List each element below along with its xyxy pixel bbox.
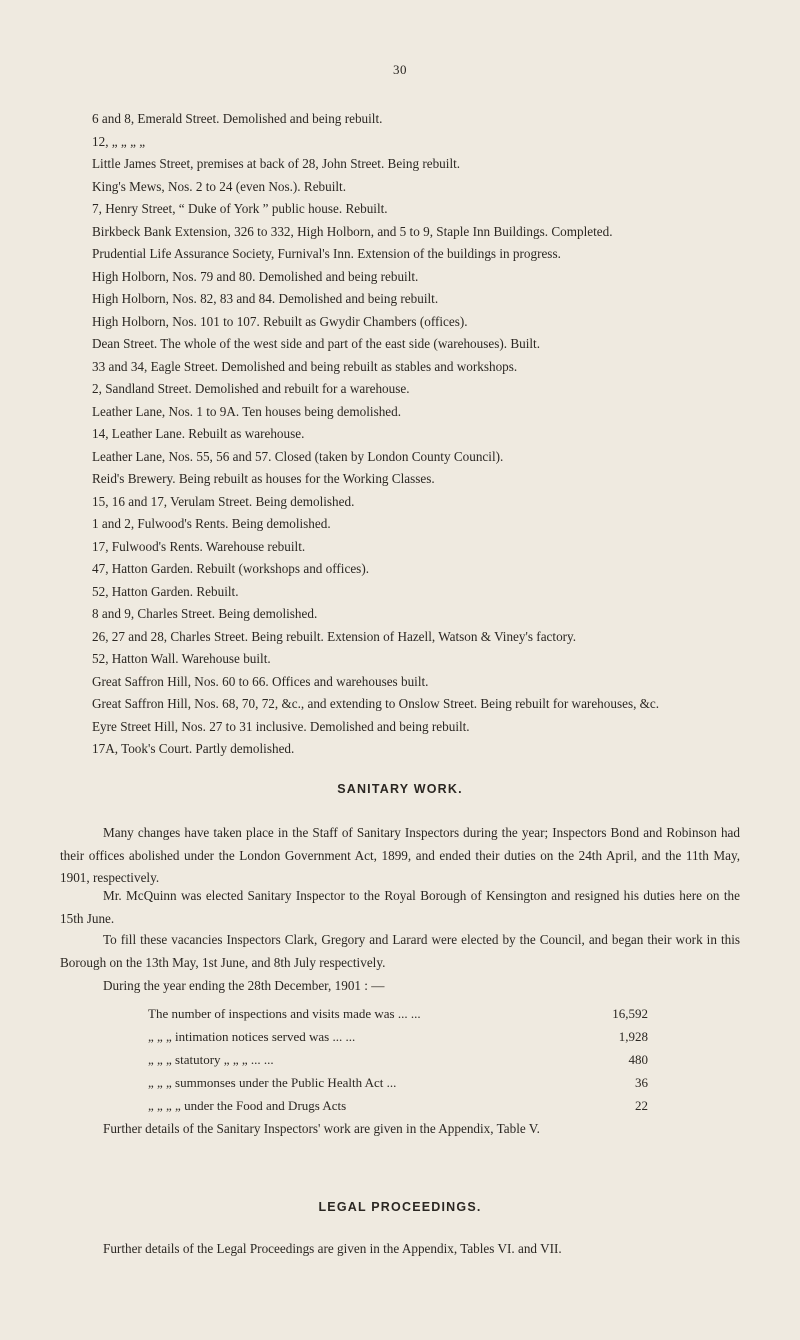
stat-row — [148, 1002, 648, 1025]
stat-label: „ „ „ intimation notices served was ... ... — [148, 1029, 356, 1044]
sanitary-paragraph-1: Many changes have taken place in the Staff of Sanitary Inspectors during the year; Inspectors Bond and Robinson had their offices abolished under the London Government Act, 1899, and ended their duties on the 24th April, and the 11th May, 1901, respectively. — [60, 825, 740, 885]
stat-row — [148, 1071, 648, 1094]
list-item: Birkbeck Bank Extension, 326 to 332, High Holborn, and 5 to 9, Staple Inn Buildings. Completed. — [92, 223, 613, 239]
legal-proceedings-heading: LEGAL PROCEEDINGS. — [318, 1200, 482, 1214]
stat-row — [148, 1094, 648, 1117]
list-item: 15, 16 and 17, Verulam Street. Being demolished. — [92, 493, 355, 509]
list-item: 17, Fulwood's Rents. Warehouse rebuilt. — [92, 538, 306, 554]
list-item: 47, Hatton Garden. Rebuilt (workshops and offices). — [92, 561, 370, 576]
list-item: 14, Leather Lane. Rebuilt as warehouse. — [92, 426, 305, 441]
stat-label: The number of inspections and visits made was ... ... — [148, 1006, 421, 1021]
sanitary-paragraph-3: To fill these vacancies Inspectors Clark, Gregory and Larard were elected by the Council, and began their work in this Borough on the 13th May, 1st June, and 8th July respectively. — [60, 932, 740, 970]
list-item: Dean Street. The whole of the west side and part of the east side (warehouses). Built. — [92, 336, 541, 351]
list-item: Little James Street, premises at back of 28, John Street. Being rebuilt. — [92, 156, 461, 171]
stat-value: 22 — [635, 1098, 648, 1113]
list-item: 52, Hatton Wall. Warehouse built. — [92, 651, 271, 666]
list-item: 2, Sandland Street. Demolished and rebuilt for a warehouse. — [92, 381, 410, 396]
sanitary-paragraph-2: Mr. McQuinn was elected Sanitary Inspector to the Royal Borough of Kensington and resigned his duties here on the 15th June. — [60, 888, 740, 926]
stat-value: 36 — [635, 1075, 648, 1090]
sanitary-further-details: Further details of the Sanitary Inspectors' work are given in the Appendix, Table V. — [103, 1121, 540, 1136]
list-item: Great Saffron Hill, Nos. 60 to 66. Offices and warehouses built. — [92, 673, 429, 689]
legal-further-details: Further details of the Legal Proceedings are given in the Appendix, Tables VI. and VII. — [103, 1241, 562, 1256]
stat-row — [148, 1048, 648, 1071]
building-works-list — [30, 108, 765, 761]
stat-value: 16,592 — [612, 1006, 648, 1021]
list-item: High Holborn, Nos. 79 and 80. Demolished and being rebuilt. — [92, 268, 419, 284]
list-item: 1 and 2, Fulwood's Rents. Being demolished. — [92, 516, 331, 531]
list-item: 12, „ „ „ „ — [92, 133, 146, 149]
list-item: Leather Lane, Nos. 1 to 9A. Ten houses being demolished. — [92, 403, 402, 419]
list-item: 7, Henry Street, “ Duke of York ” public house. Rebuilt. — [92, 201, 388, 216]
stat-label: „ „ „ statutory „ „ „ ... ... — [148, 1052, 274, 1067]
list-item: Reid's Brewery. Being rebuilt as houses for the Working Classes. — [92, 471, 435, 486]
list-item: 26, 27 and 28, Charles Street. Being rebuilt. Extension of Hazell, Watson & Viney's factory. — [92, 628, 577, 644]
list-item: Eyre Street Hill, Nos. 27 to 31 inclusive. Demolished and being rebuilt. — [92, 718, 470, 734]
list-item: Great Saffron Hill, Nos. 68, 70, 72, &c., and extending to Onslow Street. Being rebuilt for warehouses, &c. — [92, 696, 660, 711]
list-item: 52, Hatton Garden. Rebuilt. — [92, 583, 239, 599]
list-item: Prudential Life Assurance Society, Furnival's Inn. Extension of the buildings in progress. — [92, 246, 561, 261]
stat-value: 480 — [628, 1052, 648, 1067]
sanitary-work-heading: SANITARY WORK. — [337, 782, 463, 796]
stat-label: „ „ „ summonses under the Public Health Act ... — [148, 1075, 397, 1090]
list-item: High Holborn, Nos. 82, 83 and 84. Demolished and being rebuilt. — [92, 291, 439, 306]
list-item: 8 and 9, Charles Street. Being demolished. — [92, 606, 318, 621]
inspection-statistics — [148, 1002, 648, 1117]
stat-label: „ „ „ „ under the Food and Drugs Acts — [148, 1098, 347, 1113]
stat-row — [148, 1025, 648, 1048]
sanitary-intro: During the year ending the 28th December, 1901 : — — [103, 978, 385, 993]
list-item: High Holborn, Nos. 101 to 107. Rebuilt as Gwydir Chambers (offices). — [92, 313, 468, 329]
list-item: 33 and 34, Eagle Street. Demolished and being rebuilt as stables and workshops. — [92, 358, 518, 374]
stat-value: 1,928 — [618, 1029, 648, 1044]
list-item: 6 and 8, Emerald Street. Demolished and being rebuilt. — [92, 111, 383, 126]
page-number: 30 — [393, 62, 407, 77]
list-item: 17A, Took's Court. Partly demolished. — [92, 741, 295, 756]
list-item: Leather Lane, Nos. 55, 56 and 57. Closed (taken by London County Council). — [92, 448, 504, 464]
list-item: King's Mews, Nos. 2 to 24 (even Nos.). Rebuilt. — [92, 178, 347, 194]
